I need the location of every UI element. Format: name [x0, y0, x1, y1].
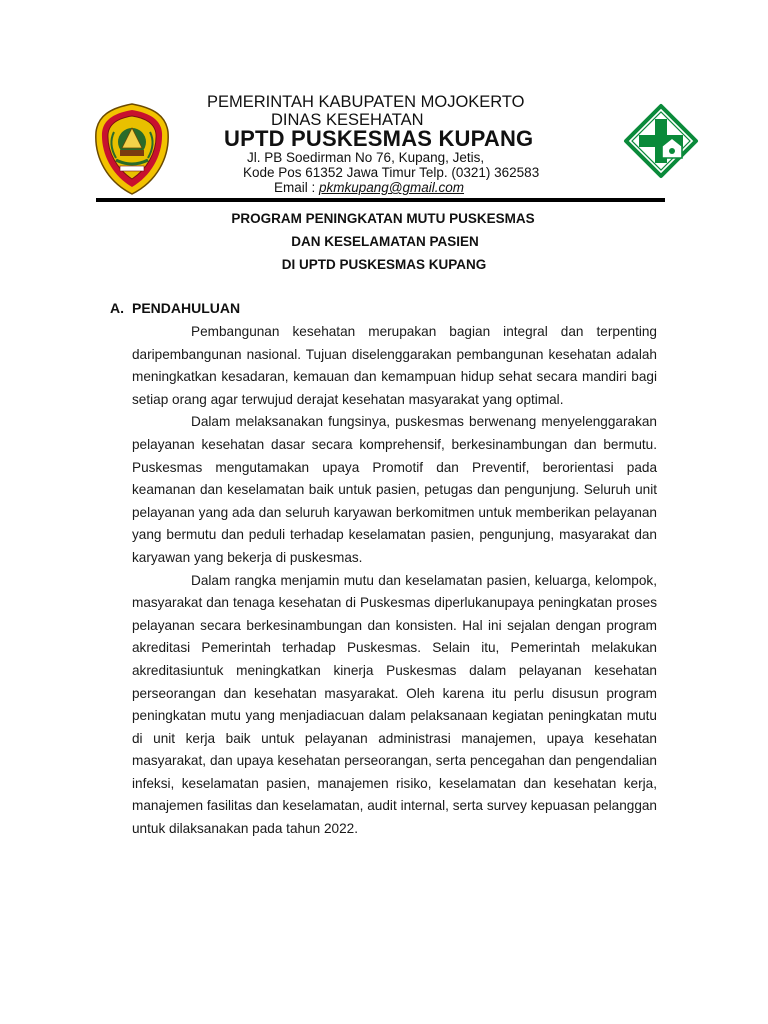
section-heading	[110, 300, 240, 316]
paragraph: Pembangunan kesehatan merupakan bagian integral dan terpenting daripembangunan nasional. Tujuan diselenggarakan pembangunan kesehatan adalah meningkatkan kesadaran, kemauan dan kemampuan hidup sehat secara mandiri bagi setiap orang agar terwujud derajat kesehatan masyarakat yang optimal.	[132, 324, 657, 407]
address-line-2: Kode Pos 61352 Jawa Timur Telp. (0321) 362583	[243, 165, 540, 180]
puskesmas-cross-icon	[620, 102, 702, 180]
section-number: A.	[110, 300, 124, 316]
email-label: Email :	[274, 180, 320, 195]
department-name: DINAS KESEHATAN	[271, 111, 424, 129]
section-title: PENDAHULUAN	[132, 300, 241, 316]
document-title-line-2: DAN KESELAMATAN PASIEN	[291, 234, 479, 249]
header-divider	[96, 198, 665, 202]
paragraph: Dalam rangka menjamin mutu dan keselamatan pasien, keluarga, kelompok, masyarakat dan tenaga kesehatan di Puskesmas diperlukanupaya peningkatan proses pelayanan secara berkesinambungan dan konsisten. Hal ini sejalan dengan program akreditasi Pemerintah terhadap Puskesmas. Selain itu, Pemerintah melakukan akreditasiuntuk meningkatkan kinerja Puskesmas dalam pelayanan kesehatan perseorangan dan kesehatan masyarakat. Oleh karena itu perlu disusun program peningkatan mutu yang menjadiacuan dalam pelaksanaan kegiatan peningkatan mutu di unit kerja baik untuk pelayanan administrasi manajemen, upaya kesehatan masyarakat, dan upaya kesehatan perseorangan, serta pencegahan dan pengendalian infeksi, keselamatan pasien, manajemen risiko, keselamatan dan kesehatan kerja, manajemen fasilitas dan keselamatan, audit internal, serta survey kepuasan pelanggan untuk dilaksanakan pada tahun 2022.	[132, 572, 657, 837]
document-title-line-1: PROGRAM PENINGKATAN MUTU PUSKESMAS	[231, 211, 535, 226]
kabupaten-mojokerto-logo	[94, 102, 170, 196]
shield-emblem-icon	[94, 102, 170, 196]
section-body	[132, 321, 657, 841]
document-title-line-3: DI UPTD PUSKESMAS KUPANG	[281, 257, 487, 272]
puskesmas-logo	[620, 102, 702, 180]
email-link[interactable]: pkmkupang@gmail.com	[319, 180, 465, 195]
government-name: PEMERINTAH KABUPATEN MOJOKERTO	[207, 93, 525, 111]
institution-name: UPTD PUSKESMAS KUPANG	[224, 126, 534, 151]
paragraph: Dalam melaksanakan fungsinya, puskesmas berwenang menyelenggarakan pelayanan kesehatan dasar secara komprehensif, berkesinambungan dan bermutu. Puskesmas mengutamakan upaya Promotif dan Preventif, berorientasi pada keamanan dan keselamatan baik untuk pasien, petugas dan pengunjung. Seluruh unit pelayanan yang ada dan seluruh karyawan berkomitmen untuk memberikan pelayanan yang bermutu dan peduli terhadap keselamatan pasien, pengunjung, masyarakat dan karyawan yang bekerja di puskesmas.	[132, 414, 657, 565]
email-line	[274, 180, 464, 195]
address-line-1: Jl. PB Soedirman No 76, Kupang, Jetis,	[247, 150, 485, 165]
